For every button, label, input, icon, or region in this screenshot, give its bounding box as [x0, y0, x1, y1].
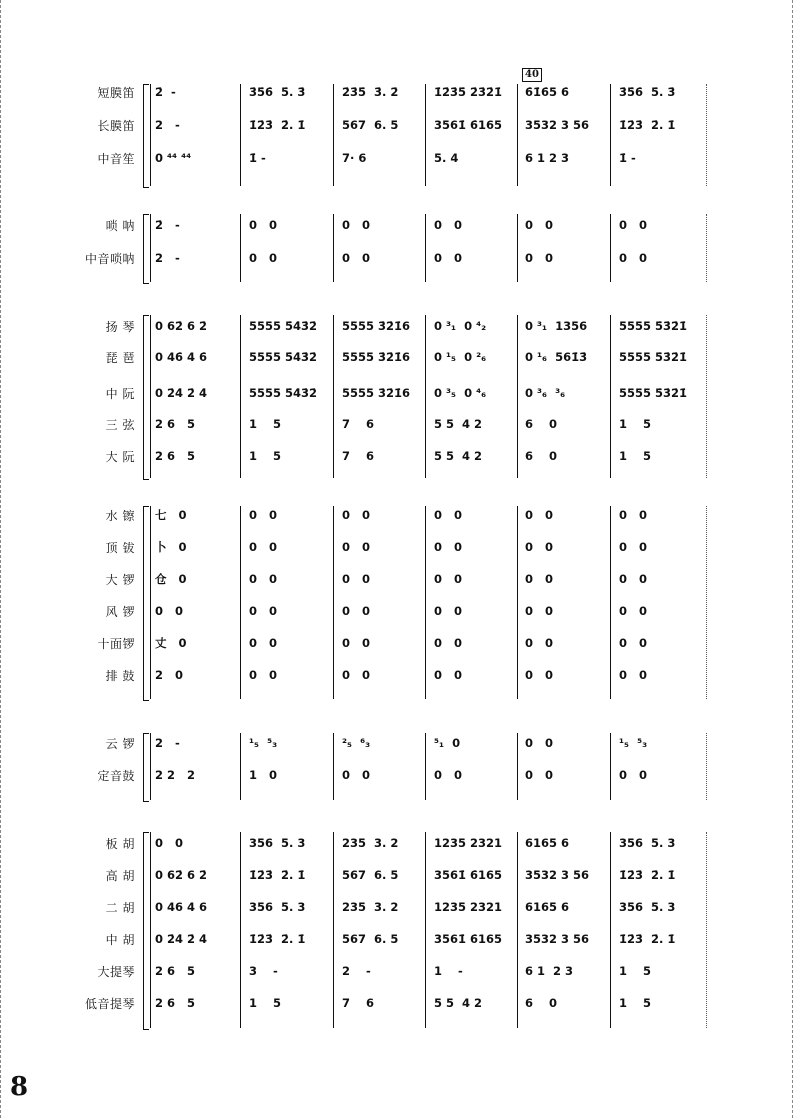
instrument-name: 风 锣 — [105, 605, 135, 619]
measure-cell: 1̇2̇3̇ 2̇. 1̇ — [249, 868, 306, 882]
measure-cell: 0 0 — [342, 668, 371, 682]
measure-cell: 0 0 — [434, 218, 463, 232]
barline — [240, 214, 241, 282]
measure-cell: 1 - — [434, 964, 463, 978]
measure-cell: 5555 3̇2̇1̇6 — [342, 350, 411, 364]
measure-cell: 3561̇ 6̇165 — [434, 932, 503, 946]
measure-cell: 1 0 — [249, 768, 278, 782]
barline — [333, 315, 334, 478]
measure-cell: 1 5 — [619, 996, 652, 1010]
measure-cell: 7· 6 — [342, 151, 367, 165]
instrument-name: 定音鼓 — [97, 769, 135, 783]
rehearsal-mark: 40 — [522, 68, 542, 82]
measure-cell: 0 0 — [619, 218, 648, 232]
measure-cell: 0 0 — [434, 508, 463, 522]
barline — [706, 832, 707, 1028]
instrument-name: 低音提琴 — [84, 997, 135, 1011]
instrument-name: 排 鼓 — [105, 669, 135, 683]
instrument-name: 中 阮 — [105, 387, 135, 401]
measure-cell: 3561̇ 6̇165 — [434, 868, 503, 882]
measure-cell: 0 ¹₆ 561̇3̇ — [525, 350, 588, 364]
barline — [517, 315, 518, 478]
measure-cell: 0 0 — [342, 251, 371, 265]
measure-cell: 0 0 — [525, 251, 554, 265]
instrument-name: 短膜笛 — [97, 86, 135, 100]
instrument-name: 三 弦 — [105, 418, 135, 432]
measure-cell: 2 6 5 — [155, 449, 196, 463]
measure-cell: 0 0 — [434, 636, 463, 650]
barline — [333, 832, 334, 1028]
measure-cell: 5555 5̇3̇2̇1̇ — [619, 386, 688, 400]
measure-cell: 1 5 — [249, 449, 282, 463]
measure-cell: 2 0 — [155, 668, 184, 682]
measure-cell: 0 0 — [249, 251, 278, 265]
measure-cell: 0 0 — [342, 604, 371, 618]
measure-cell: 2̇ - — [155, 85, 176, 99]
measure-cell: 0 0 — [434, 540, 463, 554]
measure-cell: 3532 3 56 — [525, 932, 590, 946]
measure-cell: 0 0 — [525, 540, 554, 554]
barline — [610, 315, 611, 478]
instrument-name: 扬 琴 — [105, 320, 135, 334]
barline — [240, 733, 241, 800]
measure-cell: 七 0 — [155, 508, 187, 522]
measure-cell: 1235 2321 — [434, 900, 503, 914]
barline — [425, 832, 426, 1028]
measure-cell: 0 0 — [619, 251, 648, 265]
barline — [610, 214, 611, 282]
measure-cell: 0 0 — [342, 636, 371, 650]
measure-cell: 6 0 — [525, 417, 558, 431]
barline — [517, 832, 518, 1028]
measure-cell: 0 0 — [249, 508, 278, 522]
group-bracket — [143, 733, 149, 802]
barline — [425, 506, 426, 699]
group-bracket — [143, 832, 149, 1030]
measure-cell: 5555 5̇3̇2̇1̇ — [619, 350, 688, 364]
instrument-name: 十面锣 — [97, 637, 135, 651]
barline — [517, 214, 518, 282]
measure-cell: ¹₅ ⁵₃ — [249, 736, 278, 750]
instrument-name: 二 胡 — [105, 901, 135, 915]
measure-cell: 0 0 — [619, 604, 648, 618]
measure-cell: 1 5 — [249, 417, 282, 431]
measure-cell: 1 5 — [619, 964, 652, 978]
measure-cell: 0 0 — [619, 668, 648, 682]
measure-cell: 1̇2̇3̇ 2̇. 1̇ — [249, 932, 306, 946]
measure-cell: 0 0 — [525, 572, 554, 586]
measure-cell: 丈 0 — [155, 636, 187, 650]
group-bracket — [143, 84, 149, 188]
measure-cell: 567 6. 5 — [342, 932, 399, 946]
measure-cell: 2 - — [342, 964, 371, 978]
measure-cell: 2 - — [155, 251, 180, 265]
measure-cell: 2 6 5 — [155, 417, 196, 431]
measure-cell: 0 0 — [434, 668, 463, 682]
measure-cell: 2̇3̇5̇ 3̇. 2̇ — [342, 85, 399, 99]
measure-cell: 0 0 — [525, 768, 554, 782]
measure-cell: 2 2 2 — [155, 768, 196, 782]
barline — [150, 84, 151, 186]
measure-cell: 0 0 — [249, 572, 278, 586]
measure-cell: 0 0 — [434, 604, 463, 618]
measure-cell: 0 0 — [434, 251, 463, 265]
barline — [706, 84, 707, 186]
barline — [333, 733, 334, 800]
measure-cell: 0 ³₁ 1356 — [525, 319, 588, 333]
measure-cell: 235 3. 2 — [342, 900, 399, 914]
measure-cell: 2 6 5 — [155, 964, 196, 978]
barline — [240, 84, 241, 186]
barline — [517, 506, 518, 699]
barline — [517, 733, 518, 800]
measure-cell: 5555 3̇2̇1̇6 — [342, 319, 411, 333]
measure-cell: 567 6. 5 — [342, 118, 399, 132]
measure-cell: 1235 2321 — [434, 836, 503, 850]
measure-cell: 0 0 — [619, 508, 648, 522]
barline — [610, 733, 611, 800]
measure-cell: 0 0 — [525, 508, 554, 522]
group-bracket — [143, 315, 149, 480]
measure-cell: 356 5. 3 — [619, 836, 676, 850]
measure-cell: 0 0 — [249, 540, 278, 554]
measure-cell: 0 0 — [525, 668, 554, 682]
measure-cell: 3̇5̇6̇ 5̇. 3̇ — [619, 85, 676, 99]
measure-cell: 卜 0 — [155, 540, 187, 554]
barline — [706, 506, 707, 699]
measure-cell: 0 62̇ 6 2̇ — [155, 319, 208, 333]
measure-cell: 356 5. 3 — [249, 900, 306, 914]
measure-cell: 5 5 4 2 — [434, 996, 483, 1010]
measure-cell: 0 0 — [342, 218, 371, 232]
measure-cell: 356 5. 3 — [249, 836, 306, 850]
instrument-name: 高 胡 — [105, 869, 135, 883]
instrument-name: 长膜笛 — [97, 119, 135, 133]
measure-cell: 2 - — [155, 736, 180, 750]
measure-cell: 0 0 — [619, 572, 648, 586]
instrument-name: 顶 钹 — [105, 541, 135, 555]
measure-cell: ²₅ ⁶₃ — [342, 736, 371, 750]
measure-cell: 0 0 — [525, 736, 554, 750]
barline — [240, 506, 241, 699]
instrument-name: 大提琴 — [97, 965, 135, 979]
measure-cell: 0 ³₅ 0 ⁴₆ — [434, 386, 487, 400]
barline — [150, 506, 151, 699]
measure-cell: 2̇ - — [155, 218, 180, 232]
measure-cell: 7 6 — [342, 449, 375, 463]
measure-cell: 5555 5̇3̇2̇1̇ — [619, 319, 688, 333]
barline — [610, 506, 611, 699]
measure-cell: 0 46̇ 4 6̇ — [155, 350, 208, 364]
barline — [425, 214, 426, 282]
measure-cell: 6165 6 — [525, 900, 570, 914]
barline — [706, 315, 707, 478]
barline — [150, 733, 151, 800]
measure-cell: 5 5 4 2 — [434, 449, 483, 463]
instrument-name: 唢 呐 — [105, 219, 135, 233]
measure-cell: 3561̇ 6̇165 — [434, 118, 503, 132]
instrument-name: 板 胡 — [105, 837, 135, 851]
measure-cell: 0 ⁴⁴ ⁴⁴ — [155, 151, 192, 165]
measure-cell: 6 1 2 3 — [525, 964, 574, 978]
measure-cell: 0 0 — [525, 604, 554, 618]
measure-cell: 5555 3̇2̇1̇6 — [342, 386, 411, 400]
measure-cell: 0 0 — [619, 540, 648, 554]
measure-cell: 5555 5̇4̇3̇2̇ — [249, 386, 318, 400]
measure-cell: 1̇ - — [249, 151, 266, 165]
measure-cell: 6 0 — [525, 996, 558, 1010]
measure-cell: 0 ³₁ 0 ⁴₂ — [434, 319, 487, 333]
measure-cell: 235 3. 2 — [342, 836, 399, 850]
measure-cell: 5. 4 — [434, 151, 459, 165]
measure-cell: 仓 0 — [155, 572, 187, 586]
instrument-name: 大 锣 — [105, 573, 135, 587]
measure-cell: 6̇1̇6̇5 6̇ — [525, 85, 570, 99]
measure-cell: 0 0 — [525, 636, 554, 650]
measure-cell: 0 ³₆ ³₆ — [525, 386, 566, 400]
measure-cell: ⁵₁ 0 — [434, 736, 461, 750]
measure-cell: 3532 3 56 — [525, 868, 590, 882]
instrument-name: 中音唢呐 — [84, 252, 135, 266]
group-bracket — [143, 506, 149, 701]
measure-cell: 1̇2̇3̇5̇ 2̇3̇2̇1̇ — [434, 85, 503, 99]
measure-cell: 0 62̇ 6 2̇ — [155, 868, 208, 882]
measure-cell: 7 6 — [342, 996, 375, 1010]
page-number: 8 — [10, 1072, 29, 1102]
measure-cell: 6 0 — [525, 449, 558, 463]
barline — [240, 832, 241, 1028]
instrument-name: 中音笙 — [97, 152, 135, 166]
measure-cell: 0 0 — [342, 768, 371, 782]
measure-cell: 0 0 — [155, 836, 184, 850]
barline — [333, 214, 334, 282]
measure-cell: 0 0 — [434, 768, 463, 782]
measure-cell: 5555 5̇4̇3̇2̇ — [249, 319, 318, 333]
measure-cell: 0 ¹₅ 0 ²₆ — [434, 350, 487, 364]
barline — [610, 832, 611, 1028]
barline — [425, 733, 426, 800]
instrument-name: 水 镲 — [105, 509, 135, 523]
barline — [517, 84, 518, 186]
barline — [333, 506, 334, 699]
measure-cell: 1̇2̇3̇ 2̇. 1̇ — [619, 932, 676, 946]
measure-cell: 1̇ - — [619, 151, 636, 165]
measure-cell: 0 0 — [249, 604, 278, 618]
measure-cell: 1̇2̇3̇ 2̇. 1̇ — [619, 868, 676, 882]
measure-cell: 5 5 4 2 — [434, 417, 483, 431]
measure-cell: 0 0 — [434, 572, 463, 586]
barline — [425, 315, 426, 478]
measure-cell: 3 - — [249, 964, 278, 978]
measure-cell: 6165 6 — [525, 836, 570, 850]
measure-cell: 0 0 — [342, 572, 371, 586]
barline — [333, 84, 334, 186]
measure-cell: 0 0 — [342, 508, 371, 522]
measure-cell: 0 0 — [249, 668, 278, 682]
instrument-name: 琵 琶 — [105, 351, 135, 365]
instrument-name: 大 阮 — [105, 450, 135, 464]
measure-cell: 0 0 — [342, 540, 371, 554]
barline — [610, 84, 611, 186]
measure-cell: 356 5. 3 — [619, 900, 676, 914]
measure-cell: 3532 3 56 — [525, 118, 590, 132]
barline — [706, 733, 707, 800]
measure-cell: 1̇2̇3̇ 2̇. 1̇ — [249, 118, 306, 132]
measure-cell: 0 46 4 6 — [155, 900, 208, 914]
measure-cell: 0 2̇4̇ 2̇ 4̇ — [155, 386, 208, 400]
instrument-name: 中 胡 — [105, 933, 135, 947]
measure-cell: 0 0 — [525, 218, 554, 232]
measure-cell: 0 0 — [155, 604, 184, 618]
measure-cell: 1 5 — [619, 449, 652, 463]
measure-cell: 3̇5̇6̇ 5̇. 3̇ — [249, 85, 306, 99]
barline — [150, 315, 151, 478]
measure-cell: 0 2̇4̇ 2̇ 4̇ — [155, 932, 208, 946]
measure-cell: 7 6 — [342, 417, 375, 431]
measure-cell: 6 1 2 3 — [525, 151, 570, 165]
measure-cell: 2 6 5 — [155, 996, 196, 1010]
measure-cell: 1 5 — [249, 996, 282, 1010]
barline — [706, 214, 707, 282]
measure-cell: 0 0 — [619, 768, 648, 782]
measure-cell: 1 5 — [619, 417, 652, 431]
group-bracket — [143, 214, 149, 284]
barline — [150, 214, 151, 282]
barline — [240, 315, 241, 478]
measure-cell: 2 - — [155, 118, 180, 132]
measure-cell: 5555 5̇4̇3̇2̇ — [249, 350, 318, 364]
measure-cell: ¹₅ ⁵₃ — [619, 736, 648, 750]
measure-cell: 0 0 — [619, 636, 648, 650]
measure-cell: 0 0 — [249, 218, 278, 232]
measure-cell: 567 6. 5 — [342, 868, 399, 882]
barline — [425, 84, 426, 186]
measure-cell: 1̇2̇3̇ 2̇. 1̇ — [619, 118, 676, 132]
measure-cell: 0 0 — [249, 636, 278, 650]
instrument-name: 云 锣 — [105, 737, 135, 751]
barline — [150, 832, 151, 1028]
